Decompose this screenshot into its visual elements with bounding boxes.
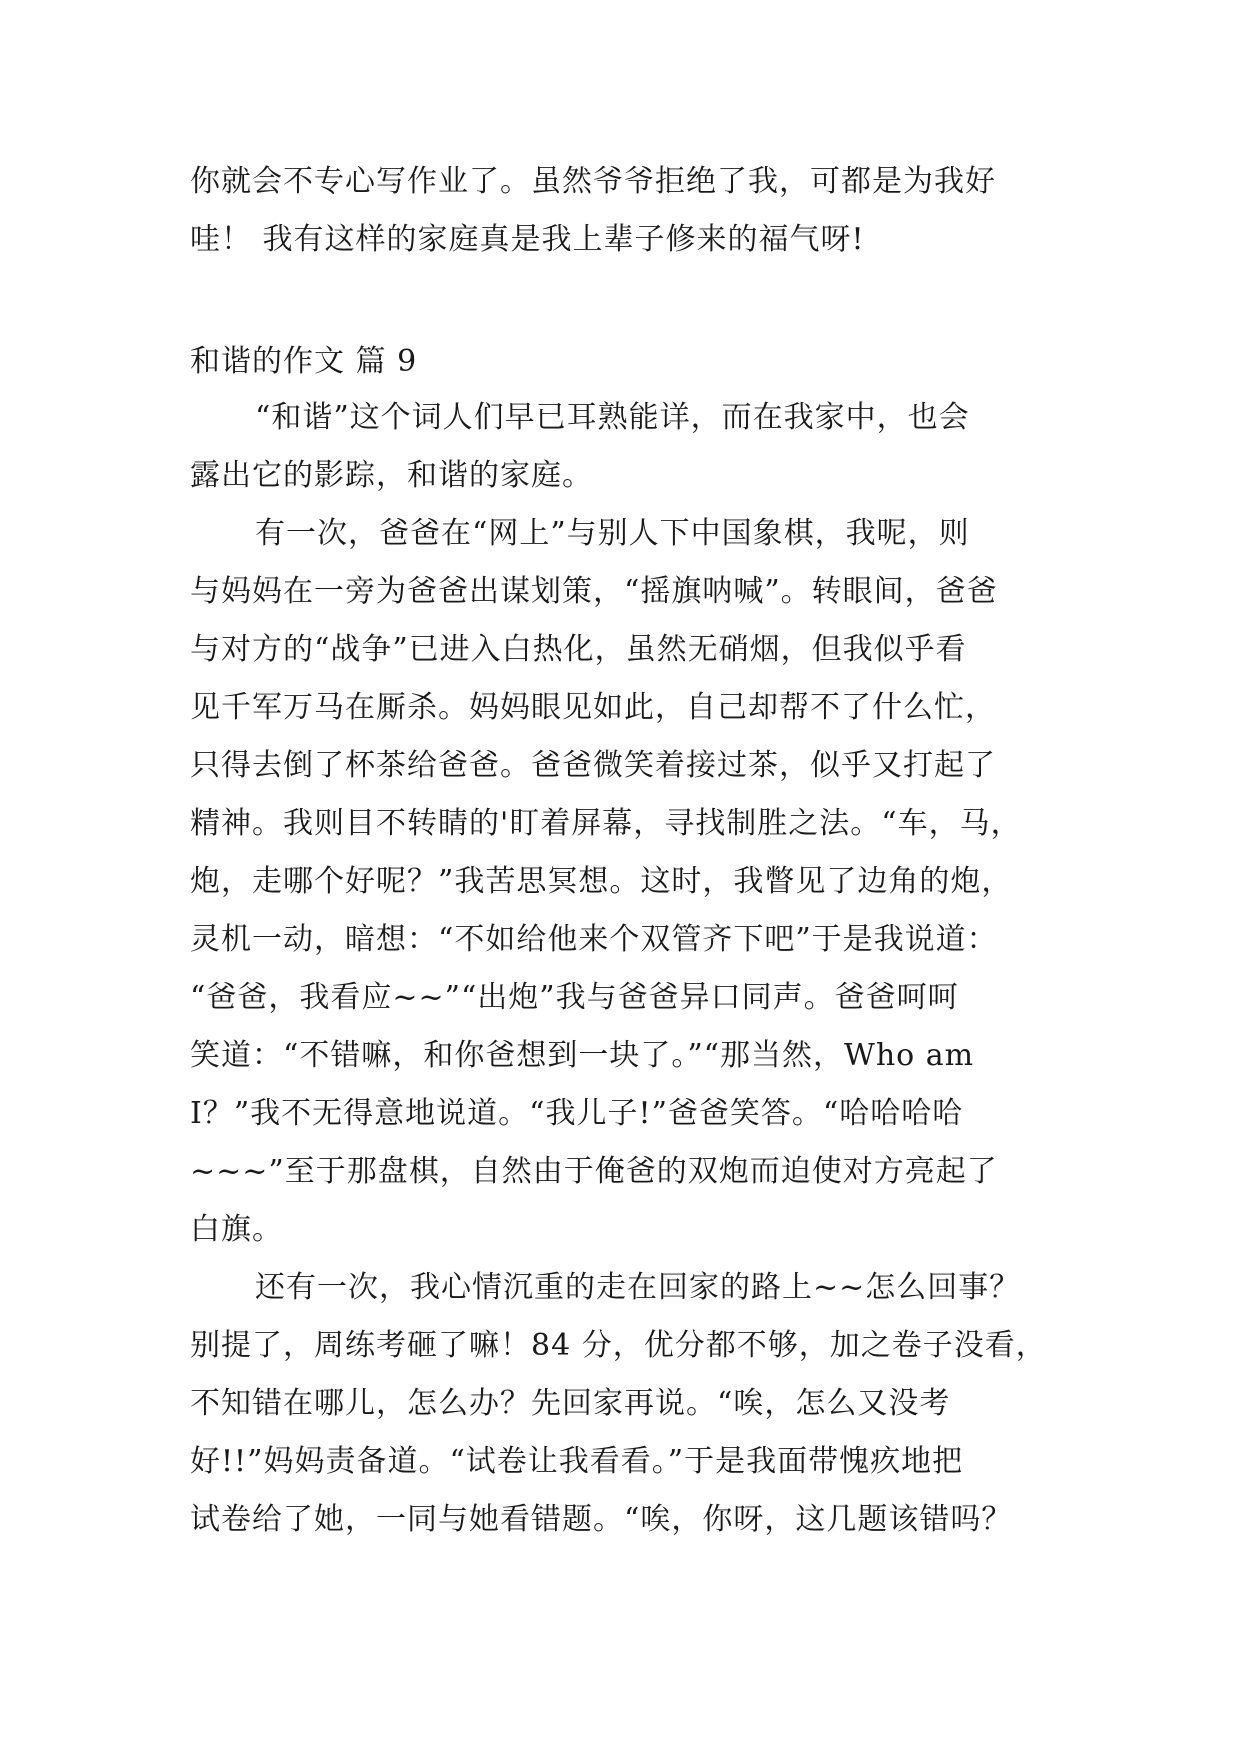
text-line: 灵机一动，暗想：“不如给他来个双管齐下吧”于是我说道： bbox=[190, 922, 998, 957]
paragraph-first-line: “和谐”这个词人们早已耳熟能详，而在我家中，也会 bbox=[255, 400, 970, 435]
text-line: 笑道：“不错嘛，和你爸想到一块了。”“那当然，Who am bbox=[190, 1038, 975, 1073]
paragraph-first-line: 有一次，爸爸在“网上”与别人下中国象棋，我呢，则 bbox=[255, 516, 970, 551]
text-line: 与对方的“战争”已进入白热化，虽然无硝烟，但我似乎看 bbox=[190, 632, 967, 667]
text-line: 只得去倒了杯茶给爸爸。爸爸微笑着接过茶，似乎又打起了 bbox=[190, 748, 996, 783]
text-line: 哇！ 我有这样的家庭真是我上辈子修来的福气呀! bbox=[190, 222, 865, 257]
text-line: 试卷给了她，一同与她看错题。“唉，你呀，这几题该错吗？ bbox=[190, 1502, 1013, 1537]
paragraph-first-line: 还有一次，我心情沉重的走在回家的路上~~怎么回事？ bbox=[255, 1270, 1021, 1305]
text-line: I？”我不无得意地说道。“我儿子!”爸爸笑答。“哈哈哈哈 bbox=[190, 1096, 964, 1131]
text-line: 精神。我则目不转睛的'盯着屏幕，寻找制胜之法。“车，马， bbox=[190, 806, 1022, 841]
text-line: ~~~”至于那盘棋，自然由于俺爸的双炮而迫使对方亮起了 bbox=[190, 1154, 998, 1189]
text-line: 好!!”妈妈责备道。“试卷让我看看。”于是我面带愧疚地把 bbox=[190, 1444, 964, 1479]
text-line: 白旗。 bbox=[190, 1212, 283, 1247]
text-line: 不知错在哪儿，怎么办？先回家再说。“唉，怎么又没考 bbox=[190, 1386, 951, 1421]
text-line: 你就会不专心写作业了。虽然爷爷拒绝了我，可都是为我好 bbox=[190, 164, 996, 199]
text-line: 与妈妈在一旁为爸爸出谋划策，“摇旗呐喊”。转眼间，爸爸 bbox=[190, 574, 998, 609]
section-heading: 和谐的作文 篇 9 bbox=[190, 344, 418, 379]
text-line: 别提了，周练考砸了嘛！84 分，优分都不够，加之卷子没看， bbox=[190, 1328, 1047, 1363]
text-line: 见千军万马在厮杀。妈妈眼见如此，自己却帮不了什么忙， bbox=[190, 690, 996, 725]
text-line: “爸爸，我看应~~”“出炮”我与爸爸异口同声。爸爸呵呵 bbox=[190, 980, 959, 1015]
text-line: 炮，走哪个好呢？”我苦思冥想。这时，我瞥见了边角的炮， bbox=[190, 864, 1013, 899]
text-line: 露出它的影踪，和谐的家庭。 bbox=[190, 458, 593, 493]
